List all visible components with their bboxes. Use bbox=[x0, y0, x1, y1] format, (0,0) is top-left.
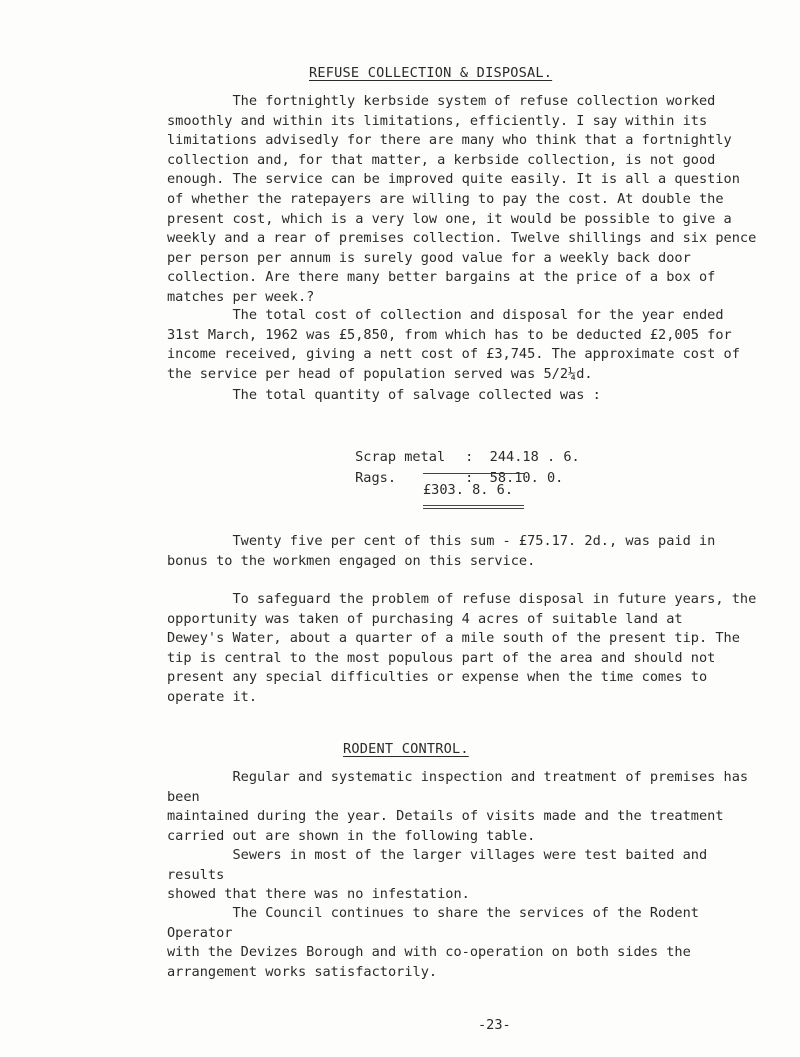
salvage-intro: The total quantity of salvage collected was : bbox=[167, 387, 601, 403]
salvage-label: Rags. bbox=[355, 469, 397, 486]
salvage-value: 58.10. 0. bbox=[489, 469, 564, 486]
refuse-paragraph-4: To safeguard the problem of refuse disposal in future years, the opportunity was taken of purchasing 4 acres of suitable land at Dewey's Water, about a quarter of a mile south of the present tip. The tip is central to the most populous part of the area and should not present any special difficulties or expense when the time comes to operate it. bbox=[167, 591, 757, 705]
refuse-paragraph-1: The fortnightly kerbside system of refuse collection worked smoothly and within its limitations, efficiently. I say within its limitations advisedly for there are many who think that a fortnightly collection and, for that matter, a kerbside collection, is not good enough. The service can be improved quite easily. It is all a question of whether the ratepayers are willing to pay the cost. At double the present cost, which is a very low one, it would be possible to give a weekly and a rear of premises collection. Twelve shillings and six pence per person per annum is surely good value for a weekly back door collection. Are there many better bargains at the price of a box of matches per week.? bbox=[167, 93, 757, 305]
refuse-paragraph-3: Twenty five per cent of this sum - £75.17. 2d., was paid in bonus to the workmen engaged on this service. bbox=[167, 533, 716, 569]
total-rule-bottom bbox=[423, 508, 524, 509]
rodent-control-heading: RODENT CONTROL. bbox=[343, 741, 469, 757]
salvage-total: £303. 8. 6. bbox=[423, 482, 514, 498]
subtotal-rule bbox=[423, 473, 524, 474]
refuse-paragraph-2: The total cost of collection and disposal for the year ended 31st March, 1962 was £5,850, from which has to be deducted £2,005 for income received, giving a nett cost of £3,745. The approximate cost of the service per head of population served was 5/2¼d. bbox=[167, 307, 740, 382]
rodent-paragraph-2: Sewers in most of the larger villages were test baited and results showed that there was no infestation. bbox=[167, 847, 708, 903]
rodent-paragraph-1: Regular and systematic inspection and treatment of premises has been maintained during the year. Details of visits made and the treatment carried out are shown in the following table. bbox=[167, 769, 749, 844]
page-number: -23- bbox=[478, 1017, 511, 1033]
rodent-paragraph-3: The Council continues to share the services of the Rodent Operator with the Devizes Borough and with co-operation on both sides the arrangement works satisfactorily. bbox=[167, 905, 699, 980]
salvage-value: 244.18 . 6. bbox=[489, 448, 580, 465]
salvage-colon: : bbox=[465, 469, 490, 486]
salvage-label: Scrap metal bbox=[355, 448, 446, 465]
salvage-colon: : bbox=[465, 448, 490, 465]
refuse-collection-heading: REFUSE COLLECTION & DISPOSAL. bbox=[309, 65, 553, 81]
total-rule-top bbox=[423, 505, 524, 506]
